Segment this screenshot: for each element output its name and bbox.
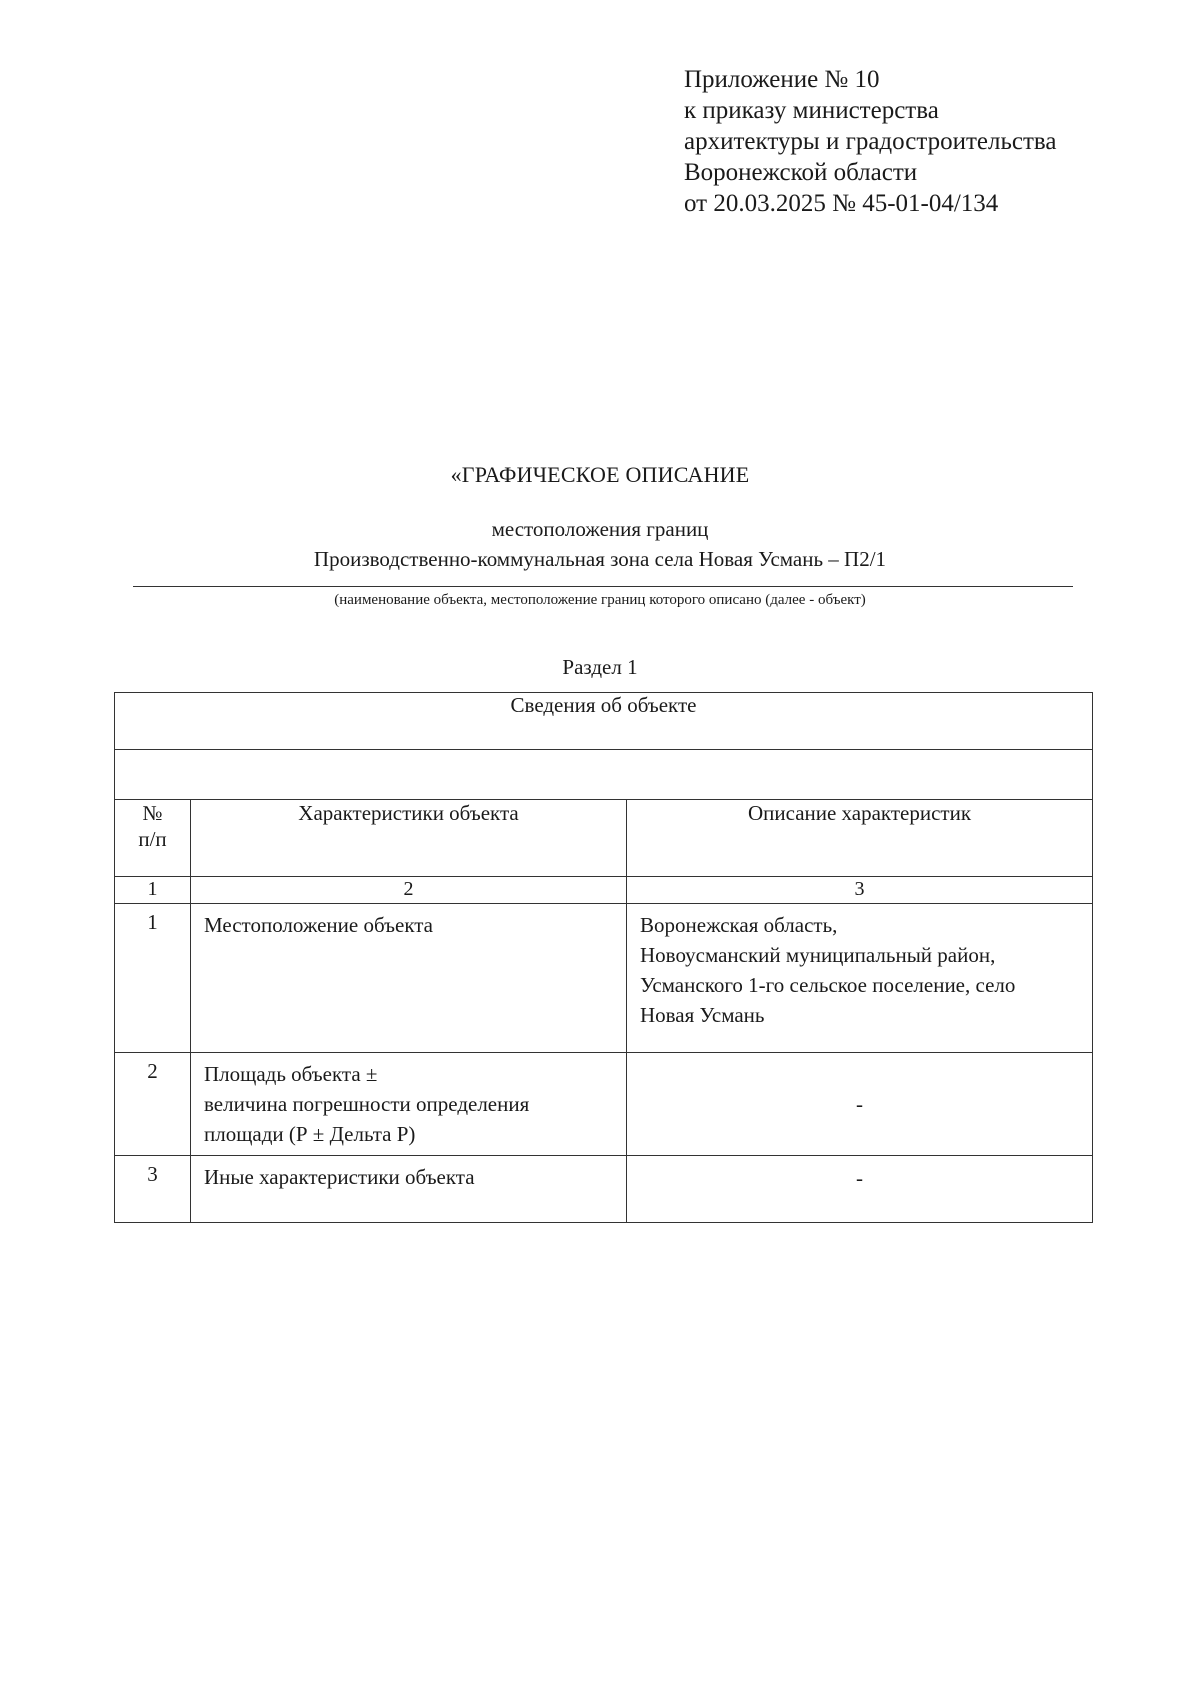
- column-number: 1: [115, 877, 191, 904]
- row-description: Воронежская область, Новоусманский муниципальный район, Усманского 1-го сельское поселение, село Новая Усмань: [627, 904, 1093, 1053]
- table-header-row: [115, 693, 1093, 750]
- row-number: 2: [115, 1053, 191, 1156]
- column-header-characteristics: Характеристики объекта: [191, 800, 627, 877]
- appendix-block: [684, 64, 1056, 219]
- appendix-line: Воронежской области: [684, 159, 918, 186]
- column-number: 3: [627, 877, 1093, 904]
- table-header: Сведения об объекте: [115, 693, 1093, 750]
- appendix-line: Приложение № 10: [684, 66, 880, 93]
- table-row: [115, 1156, 1093, 1223]
- empty-cell: [115, 750, 1093, 800]
- subtitle-line: местоположения границ: [491, 517, 709, 541]
- object-info-table: [114, 692, 1093, 1223]
- row-characteristic: Местоположение объекта: [191, 904, 627, 1053]
- table-row: [115, 904, 1093, 1053]
- row-characteristic: Иные характеристики объекта: [191, 1156, 627, 1223]
- column-numbers-row: [115, 877, 1093, 904]
- table-empty-row: [115, 750, 1093, 800]
- column-header-description: Описание характеристик: [627, 800, 1093, 877]
- row-number: 1: [115, 904, 191, 1053]
- appendix-line: от 20.03.2025 № 45-01-04/134: [684, 190, 999, 217]
- section-label: Раздел 1: [562, 655, 638, 679]
- underline-rule: [133, 586, 1073, 587]
- object-caption: (наименование объекта, местоположение границ которого описано (далее - объект): [334, 592, 866, 608]
- column-header-number: № п/п: [115, 800, 191, 877]
- appendix-line: архитектуры и градостроительства: [684, 128, 1057, 155]
- object-name: Производственно-коммунальная зона села Новая Усмань – П2/1: [313, 547, 887, 571]
- row-number: 3: [115, 1156, 191, 1223]
- document-title: «ГРАФИЧЕСКОЕ ОПИСАНИЕ: [450, 462, 750, 487]
- table-columns-row: [115, 800, 1093, 877]
- row-description: -: [627, 1053, 1093, 1156]
- document-subtitle: [0, 514, 1200, 574]
- row-description: -: [627, 1156, 1093, 1223]
- column-number: 2: [191, 877, 627, 904]
- row-characteristic: Площадь объекта ± величина погрешности определения площади (Р ± Дельта Р): [191, 1053, 627, 1156]
- appendix-line: к приказу министерства: [684, 97, 939, 124]
- table-row: [115, 1053, 1093, 1156]
